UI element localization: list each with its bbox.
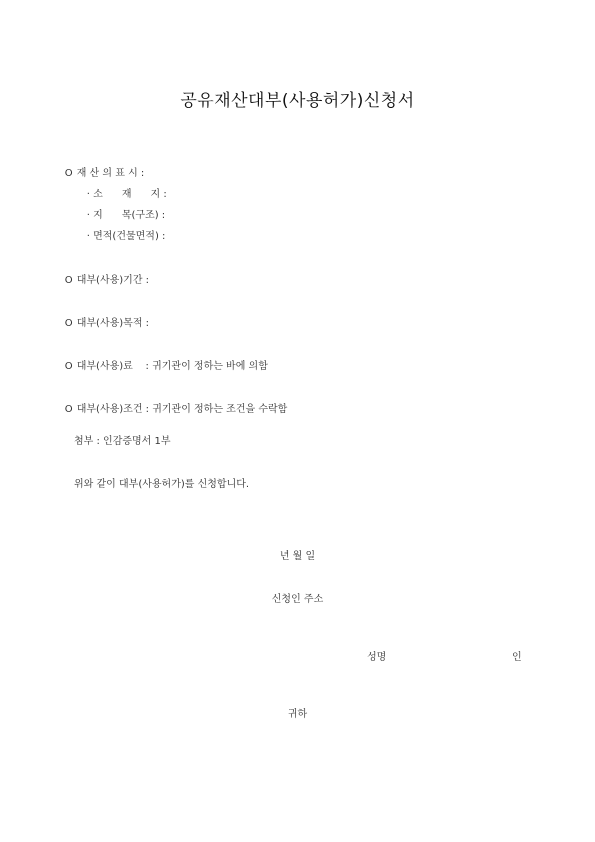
- lease-period-label: 대부(사용)기간 :: [76, 275, 150, 286]
- lease-period-field: [52, 260, 149, 297]
- bullet-marker: O: [64, 361, 73, 372]
- seal-label: 인: [512, 652, 522, 663]
- addressee-label: 귀하: [287, 709, 308, 720]
- item-marker: ·: [86, 231, 90, 242]
- bullet-marker: O: [64, 318, 73, 329]
- location-label: 소 재 지 :: [93, 189, 167, 200]
- bullet-marker: O: [64, 168, 73, 179]
- lease-purpose-label: 대부(사용)목적 :: [76, 318, 150, 329]
- bullet-marker: O: [64, 275, 73, 286]
- lease-purpose-field: [52, 303, 149, 340]
- item-marker: ·: [86, 210, 90, 221]
- applicant-name-label: 성명: [367, 652, 387, 663]
- property-item-area: [74, 216, 165, 253]
- area-label: 면적(건물면적) :: [93, 231, 166, 242]
- applicant-address-label: 신청인 주소: [271, 594, 324, 605]
- item-marker: ·: [86, 189, 90, 200]
- lease-fee-field: [52, 346, 268, 383]
- property-heading: 재 산 의 표 시 :: [76, 168, 145, 179]
- lease-conditions-field: [52, 389, 287, 426]
- lease-fee-label: 대부(사용)료 : 귀기관이 정하는 바에 의함: [76, 361, 268, 372]
- lease-conditions-label: 대부(사용)조건 : 귀기관이 정하는 조건을 수락함: [76, 404, 288, 415]
- form-title: 공유재산대부(사용허가)신청서: [180, 91, 415, 111]
- bullet-marker: O: [64, 404, 73, 415]
- attachment-note: 첨부 : 인감증명서 1부: [74, 436, 171, 447]
- application-statement: 위와 같이 대부(사용허가)를 신청합니다.: [74, 479, 250, 490]
- category-label: 지 목(구조) :: [93, 210, 166, 221]
- date-line: 년 월 일: [279, 551, 316, 562]
